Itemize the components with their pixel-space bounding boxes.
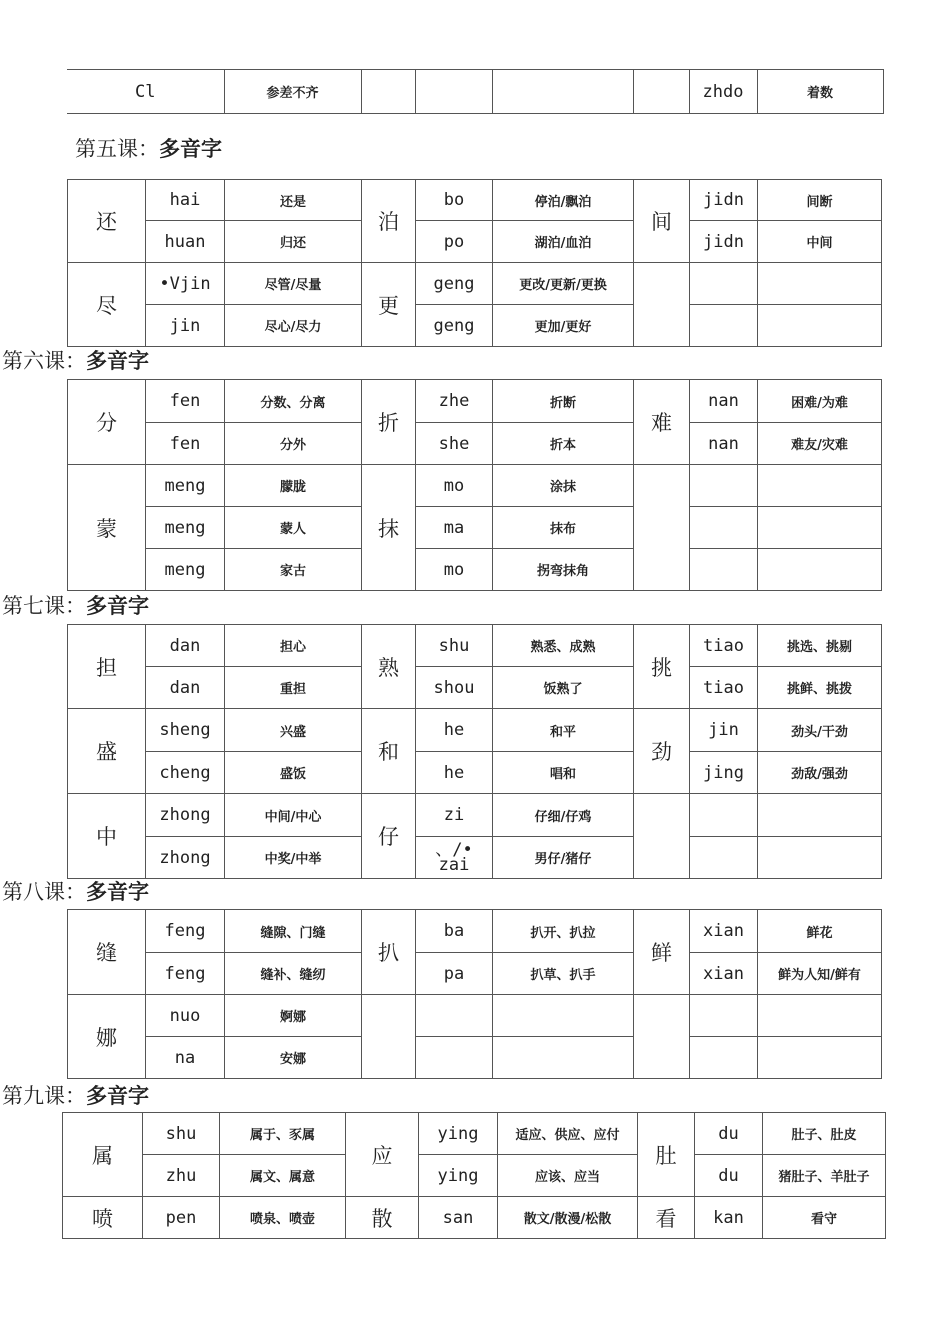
word-cell [758, 1037, 882, 1079]
word-cell: 停泊/飘泊 [493, 180, 634, 221]
word-cell: 尽心/尽力 [225, 305, 362, 347]
pinyin-cell: geng [416, 263, 493, 305]
word-cell [758, 794, 882, 837]
polyphonic-table [67, 624, 882, 879]
word-cell: 更加/更好 [493, 305, 634, 347]
word-cell: 属文、属意 [220, 1155, 346, 1197]
character-cell [634, 263, 690, 347]
character-cell: 散 [346, 1197, 419, 1239]
word-cell: 中间 [758, 221, 882, 263]
pinyin-cell [690, 1037, 758, 1079]
word-cell [758, 465, 882, 507]
pinyin-cell: she [416, 423, 493, 465]
character-cell: 间 [634, 180, 690, 263]
word-cell: 中奖/中举 [225, 837, 362, 879]
word-cell: 中间/中心 [225, 794, 362, 837]
pinyin-cell [690, 549, 758, 591]
character-cell: 盛 [68, 709, 146, 794]
pinyin-cell [690, 305, 758, 347]
word-cell [224, 70, 361, 114]
character-cell: 抹 [362, 465, 416, 591]
pinyin-cell: he [416, 709, 493, 752]
empty-cell [492, 70, 633, 114]
pinyin-cell: pen [143, 1197, 220, 1239]
character-cell: 折 [362, 380, 416, 465]
word-cell: 应该、应当 [498, 1155, 638, 1197]
word-cell [758, 995, 882, 1037]
word-cell: 适应、供应、应付 [498, 1113, 638, 1155]
pinyin-cell: pa [416, 953, 493, 995]
lesson-topic: 多音字 [86, 594, 149, 618]
character-cell [634, 995, 690, 1079]
pinyin-cell: zhong [146, 794, 225, 837]
pinyin-cell: shu [143, 1113, 220, 1155]
character-cell: 尽 [68, 263, 146, 347]
pinyin-cell: tiao [690, 625, 758, 667]
pinyin-cell [690, 263, 758, 305]
lesson-title [2, 348, 149, 374]
word-cell: 熟悉、成熟 [493, 625, 634, 667]
pinyin-cell: jing [690, 752, 758, 794]
pinyin-cell: du [695, 1155, 763, 1197]
pinyin-cell: geng [416, 305, 493, 347]
character-cell: 娜 [68, 995, 146, 1079]
pinyin-cell: po [416, 221, 493, 263]
character-cell: 难 [634, 380, 690, 465]
word-cell [758, 549, 882, 591]
pinyin-cell: nuo [146, 995, 225, 1037]
word-cell: 男仔/猪仔 [493, 837, 634, 879]
pinyin-cell [690, 507, 758, 549]
pinyin-cell: •Vjin [146, 263, 225, 305]
word-cell: 劲头/干劲 [758, 709, 882, 752]
pinyin-cell: dan [146, 667, 225, 709]
word-cell: 仔细/仔鸡 [493, 794, 634, 837]
lesson-number: 第七课： [2, 594, 86, 618]
pinyin-cell [690, 837, 758, 879]
pinyin-cell: san [419, 1197, 498, 1239]
pinyin-cell: xian [690, 910, 758, 953]
word-cell: 尽管/尽量 [225, 263, 362, 305]
word-cell [757, 70, 883, 114]
word-cell: 鲜为人知/鲜有 [758, 953, 882, 995]
pinyin-cell: kan [695, 1197, 763, 1239]
character-cell: 熟 [362, 625, 416, 709]
character-cell: 缝 [68, 910, 146, 995]
lesson-number: 第五课： [75, 137, 159, 161]
lesson-title [75, 136, 222, 162]
word-cell: 担心 [225, 625, 362, 667]
word-cell: 缝隙、门缝 [225, 910, 362, 953]
lesson-number: 第九课： [2, 1084, 86, 1108]
word-cell: 重担 [225, 667, 362, 709]
pinyin-cell: xian [690, 953, 758, 995]
word-cell: 家古 [225, 549, 362, 591]
lesson-title [2, 593, 149, 619]
word-cell: 涂抹 [493, 465, 634, 507]
word-cell: 鲜花 [758, 910, 882, 953]
word-cell: 还是 [225, 180, 362, 221]
pinyin-cell: he [416, 752, 493, 794]
pinyin-cell: ma [416, 507, 493, 549]
character-cell: 和 [362, 709, 416, 794]
character-cell: 担 [68, 625, 146, 709]
word-cell [493, 1037, 634, 1079]
word-cell [758, 507, 882, 549]
word-cell: 抹布 [493, 507, 634, 549]
polyphonic-table [67, 179, 882, 347]
word-cell: 挑选、挑剔 [758, 625, 882, 667]
pinyin-cell [416, 995, 493, 1037]
character-cell: 蒙 [68, 465, 146, 591]
pinyin-cell [689, 70, 757, 114]
lesson-number: 第六课： [2, 349, 86, 373]
character-cell: 鲜 [634, 910, 690, 995]
word-cell: 更改/更新/更换 [493, 263, 634, 305]
word-cell: 和平 [493, 709, 634, 752]
word-cell: 安娜 [225, 1037, 362, 1079]
empty-cell [633, 70, 689, 114]
pinyin-cell: bo [416, 180, 493, 221]
character-cell: 分 [68, 380, 146, 465]
character-cell [634, 794, 690, 879]
pinyin-cell [690, 995, 758, 1037]
word-cell: 饭熟了 [493, 667, 634, 709]
lesson-number: 第八课： [2, 880, 86, 904]
word-cell: 婀娜 [225, 995, 362, 1037]
pinyin-cell: shu [416, 625, 493, 667]
character-cell: 属 [63, 1113, 143, 1197]
pinyin-cell: mo [416, 549, 493, 591]
word-cell: 分外 [225, 423, 362, 465]
word-cell: 困难/为难 [758, 380, 882, 423]
word-cell: 散文/散漫/松散 [498, 1197, 638, 1239]
pinyin-cell: meng [146, 507, 225, 549]
word-text: 参差不齐 [266, 86, 319, 101]
word-cell [758, 263, 882, 305]
lesson-topic: 多音字 [86, 349, 149, 373]
top-continuation-table [67, 69, 884, 114]
pinyin-cell: hai [146, 180, 225, 221]
pinyin-cell: tiao [690, 667, 758, 709]
pinyin-cell: jidn [690, 221, 758, 263]
word-cell: 属于、豕属 [220, 1113, 346, 1155]
word-cell: 劲敌/强劲 [758, 752, 882, 794]
word-cell: 兴盛 [225, 709, 362, 752]
lesson-title [2, 1083, 149, 1109]
pinyin-cell: ying [419, 1113, 498, 1155]
pinyin-cell: jin [146, 305, 225, 347]
pinyin-cell: ba [416, 910, 493, 953]
pinyin-cell: cheng [146, 752, 225, 794]
word-cell: 归还 [225, 221, 362, 263]
pinyin-cell: 、/• zai [416, 837, 493, 879]
word-text: 着数 [806, 86, 833, 101]
word-cell: 拐弯抹角 [493, 549, 634, 591]
word-cell [758, 837, 882, 879]
pinyin-cell: zhong [146, 837, 225, 879]
pinyin-cell: jidn [690, 180, 758, 221]
lesson-topic: 多音字 [86, 880, 149, 904]
character-cell: 看 [638, 1197, 695, 1239]
word-cell: 湖泊/血泊 [493, 221, 634, 263]
polyphonic-table [67, 909, 882, 1079]
pinyin-cell: shou [416, 667, 493, 709]
word-cell: 缝补、缝纫 [225, 953, 362, 995]
word-cell: 肚子、肚皮 [763, 1113, 886, 1155]
pinyin-cell: feng [146, 910, 225, 953]
pinyin-cell: ying [419, 1155, 498, 1197]
word-cell: 看守 [763, 1197, 886, 1239]
word-cell: 折本 [493, 423, 634, 465]
lesson-topic: 多音字 [159, 137, 222, 161]
pinyin-cell: jin [690, 709, 758, 752]
word-cell: 猪肚子、羊肚子 [763, 1155, 886, 1197]
pinyin-cell: nan [690, 423, 758, 465]
word-cell: 难友/灾难 [758, 423, 882, 465]
character-cell: 挑 [634, 625, 690, 709]
pinyin-cell: fen [146, 423, 225, 465]
pinyin-cell: dan [146, 625, 225, 667]
pinyin-cell: huan [146, 221, 225, 263]
pinyin-cell: du [695, 1113, 763, 1155]
pinyin-cell: sheng [146, 709, 225, 752]
word-cell: 盛饭 [225, 752, 362, 794]
pinyin-cell: na [146, 1037, 225, 1079]
character-cell: 喷 [63, 1197, 143, 1239]
polyphonic-table [62, 1112, 886, 1239]
pinyin-cell: zhe [416, 380, 493, 423]
character-cell: 泊 [362, 180, 416, 263]
word-cell: 唱和 [493, 752, 634, 794]
character-cell: 应 [346, 1113, 419, 1197]
lesson-title [2, 879, 149, 905]
character-cell: 中 [68, 794, 146, 879]
pinyin-cell: feng [146, 953, 225, 995]
pinyin-cell: fen [146, 380, 225, 423]
word-cell [758, 305, 882, 347]
empty-cell [415, 70, 492, 114]
word-cell: 挑鲜、挑拨 [758, 667, 882, 709]
pinyin-cell [690, 465, 758, 507]
word-cell: 喷泉、喷壶 [220, 1197, 346, 1239]
pinyin-cell [67, 70, 224, 114]
word-cell: 朦胧 [225, 465, 362, 507]
pinyin-cell: meng [146, 549, 225, 591]
word-cell: 间断 [758, 180, 882, 221]
character-cell: 肚 [638, 1113, 695, 1197]
character-cell: 仔 [362, 794, 416, 879]
word-cell: 蒙人 [225, 507, 362, 549]
character-cell: 更 [362, 263, 416, 347]
word-cell: 分数、分离 [225, 380, 362, 423]
word-cell: 折断 [493, 380, 634, 423]
character-cell: 还 [68, 180, 146, 263]
pinyin-cell: meng [146, 465, 225, 507]
pinyin-cell: nan [690, 380, 758, 423]
character-cell [634, 465, 690, 591]
pinyin-text: zhdo [702, 81, 744, 102]
empty-cell [361, 70, 415, 114]
word-cell: 扒草、扒手 [493, 953, 634, 995]
pinyin-cell [690, 794, 758, 837]
pinyin-cell: mo [416, 465, 493, 507]
lesson-topic: 多音字 [86, 1084, 149, 1108]
character-cell: 扒 [362, 910, 416, 995]
word-cell: 扒开、扒拉 [493, 910, 634, 953]
word-cell [493, 995, 634, 1037]
polyphonic-table [67, 379, 882, 591]
pinyin-text: Cl [135, 81, 156, 102]
pinyin-cell: zi [416, 794, 493, 837]
character-cell [362, 995, 416, 1079]
character-cell: 劲 [634, 709, 690, 794]
pinyin-cell: zhu [143, 1155, 220, 1197]
pinyin-cell [416, 1037, 493, 1079]
